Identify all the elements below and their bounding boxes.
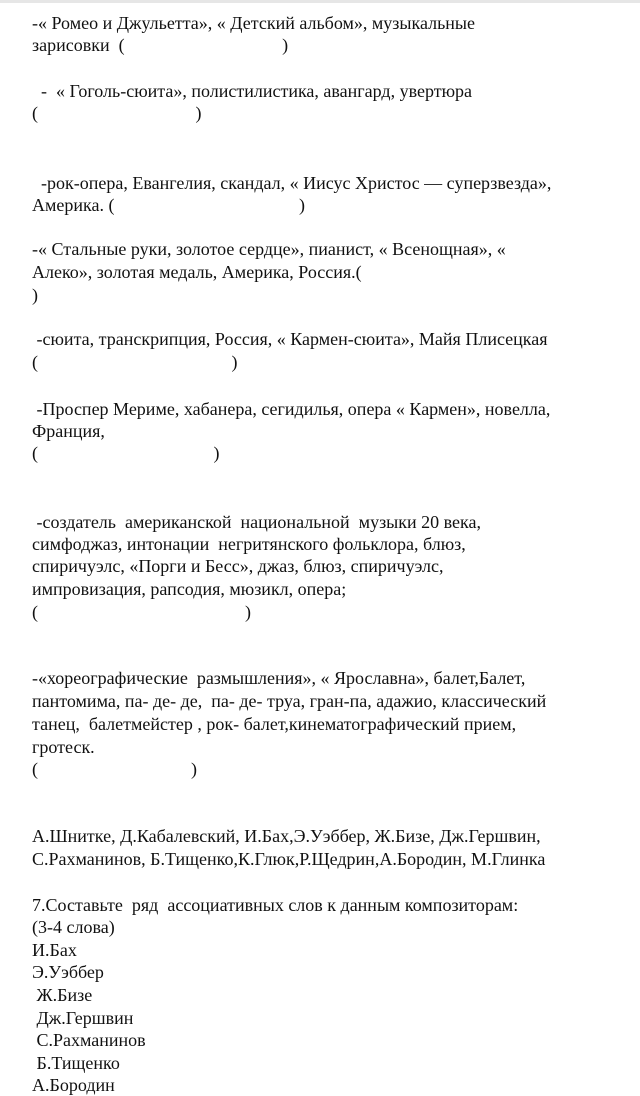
composer-item: Дж.Гершвин: [32, 1008, 134, 1028]
text-line: танец, балетмейстер , рок- балет,кинематографический прием,: [32, 714, 517, 734]
text-line: - « Гоголь-сюита», полистилистика, авангард, увертюра: [32, 81, 473, 101]
answer-line: зарисовки ( ): [32, 35, 289, 55]
text-line: -рок-опера, Евангелия, скандал, « Иисус Христос — суперзвезда»,: [32, 173, 552, 193]
text-line: импровизация, рапсодия, мюзикл, опера;: [32, 579, 347, 599]
task-heading: 7.Составьте ряд ассоциативных слов к данным композиторам:: [32, 895, 519, 915]
composer-item: Б.Тищенко: [32, 1053, 120, 1073]
task-note: (3-4 слова): [32, 917, 115, 937]
composer-item: Ж.Бизе: [32, 985, 93, 1005]
text-line: -« Стальные руки, золотое сердце», пианист, « Всенощная», «: [32, 239, 506, 259]
text-line: -создатель американской национальной музыки 20 века,: [32, 512, 481, 532]
text-line: А.Шнитке, Д.Кабалевский, И.Бах,Э.Уэббер, Ж.Бизе, Дж.Гершвин,: [32, 826, 541, 846]
composer-item: Э.Уэббер: [32, 962, 104, 982]
composer-item: И.Бах: [32, 940, 77, 960]
text-line: гротеск.: [32, 737, 95, 757]
composer-item: С.Рахманинов: [32, 1030, 146, 1050]
text-line: Алеко», золотая медаль, Америка, Россия.(: [32, 262, 362, 282]
top-border: [0, 0, 640, 3]
answer-line: ( ): [32, 103, 202, 123]
composer-item: А.Бородин: [32, 1075, 115, 1095]
text-line: -Проспер Мериме, хабанера, сегидилья, опера « Кармен», новелла,: [32, 399, 551, 419]
text-line: -«хореографические размышления», « Ярославна», балет,Балет,: [32, 668, 526, 688]
text-line: С.Рахманинов, Б.Тищенко,К.Глюк,Р.Щедрин,А.Бородин, М.Глинка: [32, 849, 546, 869]
answer-line: ( ): [32, 602, 251, 622]
answer-line: ): [32, 285, 38, 305]
text-line: -« Ромео и Джульетта», « Детский альбом», музыкальные: [32, 13, 476, 33]
text-line: спиричуэлс, «Порги и Бесс», джаз, блюз, спиричуэлс,: [32, 556, 444, 576]
answer-line: ( ): [32, 759, 197, 779]
text-line: Франция,: [32, 421, 105, 441]
text-line: симфоджаз, интонации негритянского фольклора, блюз,: [32, 534, 466, 554]
answer-line: ( ): [32, 443, 220, 463]
answer-line: Америка. ( ): [32, 195, 305, 215]
text-line: -сюита, транскрипция, Россия, « Кармен-сюита», Майя Плисецкая: [32, 329, 548, 349]
answer-line: ( ): [32, 352, 238, 372]
text-line: пантомима, па- де- де, па- де- труа, гран-па, адажио, классический: [32, 691, 547, 711]
